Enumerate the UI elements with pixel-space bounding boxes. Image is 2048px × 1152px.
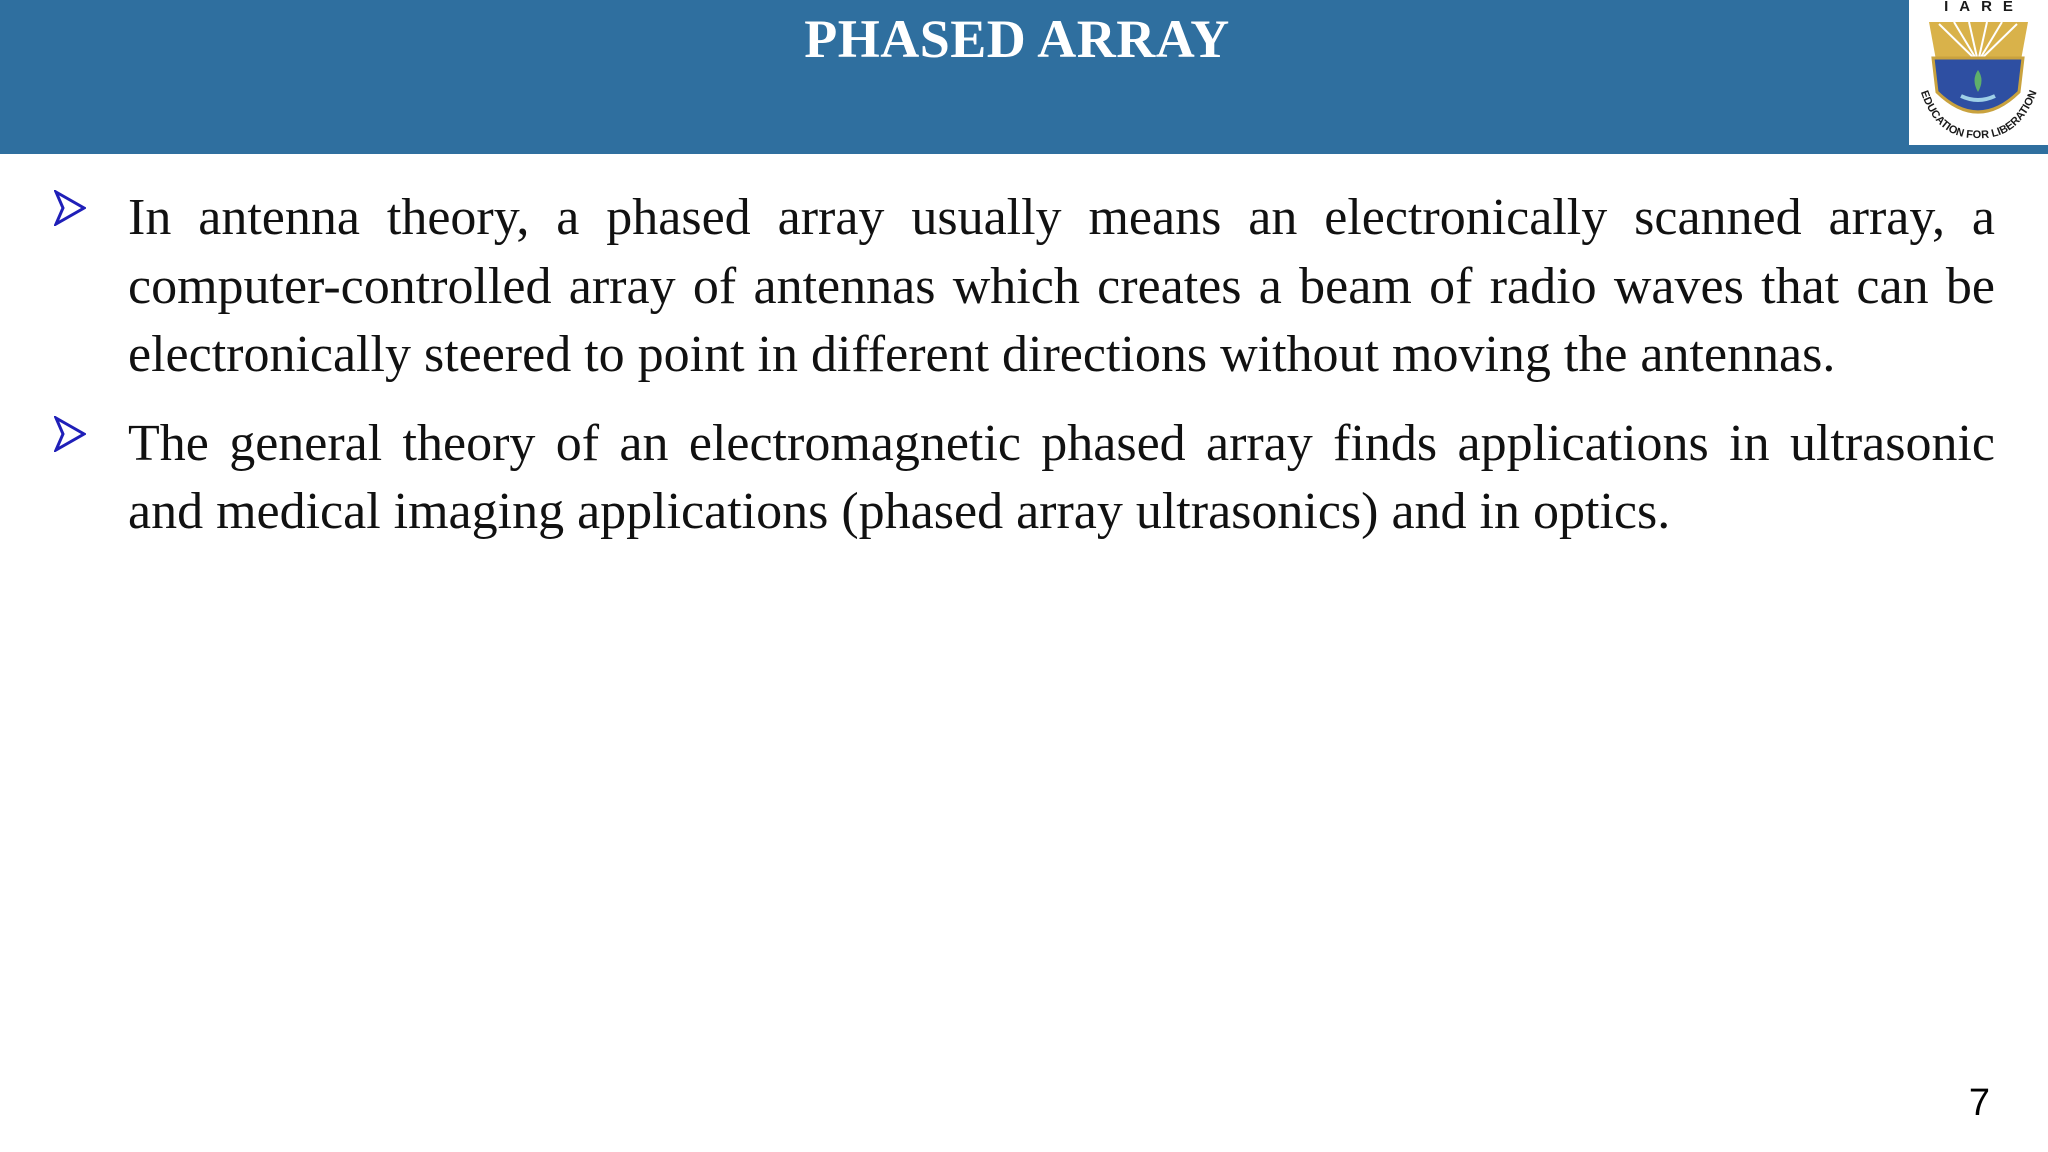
slide-title: PHASED ARRAY — [804, 9, 1230, 69]
bullet-item — [50, 184, 1995, 390]
logo-top-text: IARE — [1944, 0, 2024, 15]
arrowhead-bullet-icon — [54, 416, 86, 452]
bullet-item — [50, 410, 1995, 547]
iare-logo — [1909, 0, 2048, 145]
bullet-text: The general theory of an electromagnetic phased array finds applications in ultrasonic and medical imaging applications (phased array ultrasonics) and in optics. — [128, 414, 1995, 540]
arrowhead-bullet-icon — [54, 190, 86, 226]
bullet-text: In antenna theory, a phased array usually means an electronically scanned array, a computer-controlled array of antennas which creates a beam of radio waves that can be electronically steered to point in different directions without moving the antennas. — [128, 189, 1995, 383]
bullet-list — [50, 184, 1995, 567]
header-bar — [0, 0, 2048, 154]
iare-shield-logo-icon — [1909, 0, 2048, 145]
svg-text:EDUCATION FOR LIBERATION: EDUCATION FOR LIBERATION — [1917, 88, 2040, 142]
page-number: 7 — [1968, 1082, 1990, 1124]
